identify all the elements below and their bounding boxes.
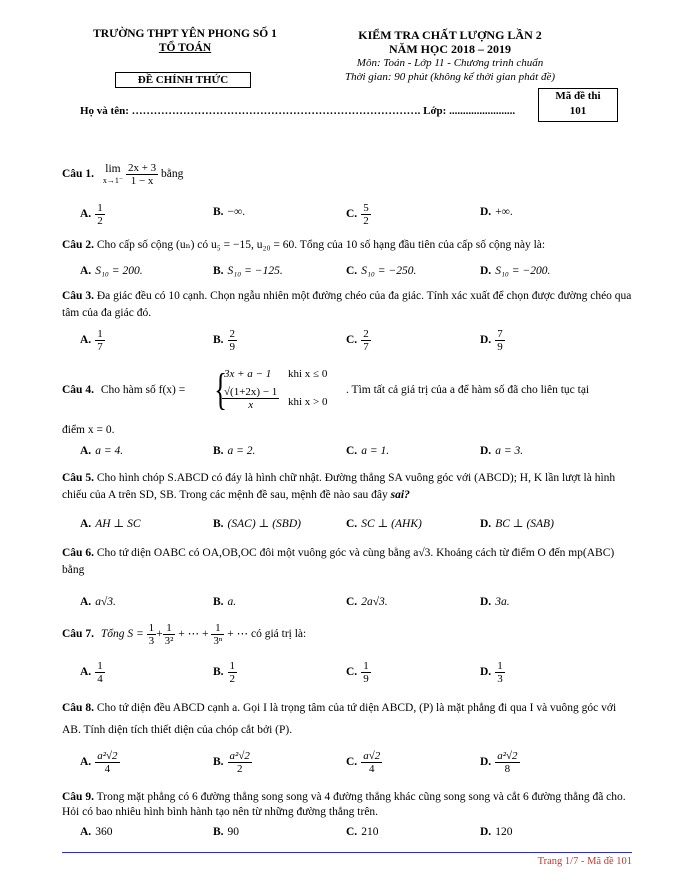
q6-label: Câu 6. bbox=[62, 547, 94, 559]
q9-option-c[interactable]: C. 210 bbox=[346, 826, 379, 838]
q4-option-d[interactable]: D. a = 3. bbox=[480, 445, 524, 457]
question-1 bbox=[62, 162, 632, 187]
q6-option-b[interactable]: B. a. bbox=[213, 596, 237, 608]
q4-label: Câu 4. bbox=[62, 384, 94, 396]
question-6 bbox=[62, 545, 632, 579]
q4-post: . Tìm tất cả giá trị của a để hàm số đã cho liên tục tại bbox=[346, 384, 590, 396]
q2-option-c[interactable]: C. S₁₀ = −250. bbox=[346, 265, 417, 277]
q9-label: Câu 9. bbox=[62, 791, 94, 803]
q5-option-a[interactable]: A. AH ⊥ SC bbox=[80, 518, 141, 530]
q7-option-c[interactable]: C. $\frac{1}{9}$ bbox=[346, 660, 369, 685]
q5-option-d[interactable]: D. BC ⊥ (SAB) bbox=[480, 518, 554, 530]
q8-label: Câu 8. bbox=[62, 702, 94, 714]
department-name: TỔ TOÁN bbox=[158, 42, 212, 54]
q1-denominator: 1 − x bbox=[130, 175, 154, 187]
q4-option-a[interactable]: A. a = 4. bbox=[80, 445, 124, 457]
official-badge: ĐỀ CHÍNH THỨC bbox=[115, 72, 251, 88]
q3-option-c[interactable]: C. $\frac{2}{7}$ bbox=[346, 328, 369, 353]
school-name: TRƯỜNG THPT YÊN PHONG SỐ 1 bbox=[93, 28, 277, 40]
q1-lim-sub: x→1⁻ bbox=[102, 175, 124, 185]
q6-option-a[interactable]: A. a√3. bbox=[80, 596, 116, 608]
q8-option-b[interactable]: B. $\frac{\text{a²√2}}{2}$ bbox=[213, 750, 250, 775]
q1-option-c[interactable]: C. $\frac{5}{2}$ bbox=[346, 202, 369, 227]
q9-text: Trong mặt phẳng có 6 đường thẳng song song và 4 đường thẳng khác cũng song song và cắt 6 đường thẳng đã cho. Hỏi có bao nhiêu hình bình hành tạo nên từ những đường thẳng trên. bbox=[62, 791, 626, 818]
q2-label: Câu 2. bbox=[62, 239, 94, 251]
q6-option-d[interactable]: D. 3a. bbox=[480, 596, 510, 608]
exam-code-label: Mã đề thi bbox=[555, 90, 601, 102]
q3-option-b[interactable]: B. $\frac{2}{9}$ bbox=[213, 328, 236, 353]
q4-option-c[interactable]: C. a = 1. bbox=[346, 445, 390, 457]
q7-option-a[interactable]: A. $\frac{1}{4}$ bbox=[80, 660, 103, 685]
q2-option-a[interactable]: A. S₁₀ = 200. bbox=[80, 265, 143, 277]
q3-text: Đa giác đều có 10 cạnh. Chọn ngẫu nhiên một đường chéo của đa giác. Tính xác xuất để chọn được đường chéo qua tâm của đa giác đó. bbox=[62, 290, 632, 319]
q1-label: Câu 1. bbox=[62, 168, 94, 181]
q1-option-b[interactable]: B. −∞. bbox=[213, 206, 246, 218]
q2-option-b[interactable]: B. S₁₀ = −125. bbox=[213, 265, 283, 277]
page-footer: Trang 1/7 - Mã đề 101 bbox=[537, 856, 632, 867]
q9-option-a[interactable]: A. 360 bbox=[80, 826, 113, 838]
q6-text: Cho tứ diện OABC có OA,OB,OC đôi một vuông góc và cùng bằng a√3. Khoảng cách từ điểm O đến mp(ABC) bằng bbox=[62, 547, 615, 576]
q1-option-a[interactable]: A. $\frac{1}{2}$ bbox=[80, 202, 103, 227]
q4-brace: { bbox=[214, 365, 227, 414]
q3-label: Câu 3. bbox=[62, 290, 94, 302]
question-2 bbox=[62, 237, 632, 254]
q5-emphasis: sai? bbox=[390, 489, 410, 501]
footer-rule bbox=[62, 852, 632, 853]
q5-option-c[interactable]: C. SC ⊥ (AHK) bbox=[346, 518, 422, 530]
q4-line-2: điểm x = 0. bbox=[62, 424, 115, 436]
name-class-field: Họ và tên: ……………………………………………………………………. Lớp: ........................ bbox=[80, 105, 516, 117]
subject-line: Môn: Toán - Lớp 11 - Chương trình chuẩn bbox=[356, 57, 544, 69]
q3-option-a[interactable]: A. $\frac{1}{7}$ bbox=[80, 328, 103, 353]
q8-text: Cho tứ diện đều ABCD cạnh a. Gọi I là trọng tâm của tứ diện ABCD, (P) là mặt phẳng đi qua I và vuông góc với AB. Tính diện tích thiết diện của chóp cắt bởi (P). bbox=[62, 702, 617, 736]
q2-text: Cho cấp số cộng (uₙ) có u₅ = −15, u₂₀ = 60. Tổng của 10 số hạng đầu tiên của cấp số cộng này là: bbox=[96, 239, 546, 251]
q1-numerator: 2x + 3 bbox=[127, 162, 157, 174]
q7-pre: Tổng S = bbox=[100, 628, 144, 641]
q1-option-d[interactable]: D. +∞. bbox=[480, 206, 513, 218]
q4-case-2: $\frac{√(1+2x) - 1}{x}$ khi x > 0 bbox=[224, 386, 328, 411]
q1-lim: lim bbox=[105, 162, 121, 175]
q4-option-b[interactable]: B. a = 2. bbox=[213, 445, 256, 457]
q7-label: Câu 7. bbox=[62, 628, 94, 641]
question-5 bbox=[62, 470, 632, 504]
q4-pre: Cho hàm số f(x) = bbox=[100, 384, 186, 396]
question-8 bbox=[62, 697, 632, 741]
q3-option-d[interactable]: D. $\frac{7}{9}$ bbox=[480, 328, 503, 353]
q5-option-b[interactable]: B. (SAC) ⊥ (SBD) bbox=[213, 518, 301, 530]
question-4-head bbox=[62, 384, 185, 396]
q7-post: + ⋯ có giá trị là: bbox=[227, 628, 307, 641]
q9-option-b[interactable]: B. 90 bbox=[213, 826, 240, 838]
question-9 bbox=[62, 790, 632, 820]
question-7: Câu 7. Tổng S = $\frac{1}{3}$ + $\frac{1}{\text{3²}}$ + ⋯ + $\frac{1}{\text{3ⁿ}}$ + ⋯ có giá trị là: bbox=[62, 622, 307, 647]
q4-case-1: 3x + a − 1 khi x ≤ 0 bbox=[224, 368, 328, 380]
q9-option-d[interactable]: D. 120 bbox=[480, 826, 513, 838]
q8-option-a[interactable]: A. $\frac{\text{a²√2}}{4}$ bbox=[80, 750, 118, 775]
q5-text: Cho hình chóp S.ABCD có đáy là hình chữ nhật. Đường thẳng SA vuông góc với (ABCD); H, K lần lượt là hình chiếu của A trên SD, SB. Trong các mệnh đề sau, mệnh đề nào sau đây bbox=[62, 472, 616, 501]
q8-option-d[interactable]: D. $\frac{\text{a²√2}}{8}$ bbox=[480, 750, 518, 775]
q7-option-d[interactable]: D. $\frac{1}{3}$ bbox=[480, 660, 503, 685]
q6-option-c[interactable]: C. 2a√3. bbox=[346, 596, 388, 608]
question-3 bbox=[62, 288, 632, 322]
q5-label: Câu 5. bbox=[62, 472, 94, 484]
q7-mid: + ⋯ + bbox=[178, 628, 209, 641]
exam-code-value: 101 bbox=[569, 105, 587, 117]
school-year: NĂM HỌC 2018 – 2019 bbox=[389, 42, 511, 56]
q1-tail: bằng bbox=[161, 168, 184, 181]
q7-option-b[interactable]: B. $\frac{1}{2}$ bbox=[213, 660, 236, 685]
exam-code-box bbox=[538, 88, 618, 122]
q8-option-c[interactable]: C. $\frac{a√2}{4}$ bbox=[346, 750, 381, 775]
time-line: Thời gian: 90 phút (không kể thời gian phát đề) bbox=[344, 71, 556, 83]
exam-title: KIỂM TRA CHẤT LƯỢNG LẦN 2 bbox=[358, 28, 542, 42]
q2-option-d[interactable]: D. S₁₀ = −200. bbox=[480, 265, 551, 277]
